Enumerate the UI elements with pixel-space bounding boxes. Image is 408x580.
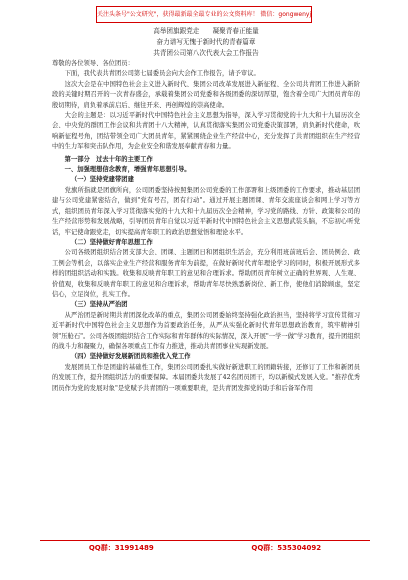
salutation: 尊敬的各位领导、各位团员： xyxy=(52,60,134,67)
subsection-heading-1: （一）坚持党建带团建 xyxy=(70,176,134,184)
contact-footer xyxy=(40,540,370,555)
subsection-heading-4: （四）坚持做好发展新团员和推优入党工作 xyxy=(70,353,191,361)
intro-paragraph-3: 大会的主题是：以习近平新时代中国特色社会主义思想为指导，深入学习贯彻党的十九大和十九届历次全会、中央党的群团工作会议和共青团十八大精神，认真贯彻落实集团公司党委决策部署，肩负新时代使命，吹响新征程号角，团结带领全司广大团员青年，紧紧围绕企业生产经营中心，充分发挥了共青团组织在生产经营中的生力军和突击队作用，为企业安全和谐发展奉献青春和力量。 xyxy=(52,112,360,151)
subsection-paragraph-2: 公司各级团组织结合团支部大会、团课、主题团日和团组织生活会，充分利用班前班后会、团员例会、政工例会等机会，以落实企业生产经营和服务青年为前提，在做好新时代青年理论学习的同时，积极开展形式多样的团组织活动和实践。收集和反映青年职工的意见和合理诉求。帮助团员青年树立正确的世界观、人生观、价值观，收集和反映青年职工的意见和合理诉求，帮助青年尽快熟悉新岗位、新工作，使他们消除顾虑，坚定信心，立足岗位，扎实工作。 xyxy=(52,249,360,298)
report-title-line-3: 共青团公司第八次代表大会工作报告 xyxy=(153,49,259,57)
subsection-paragraph-4: 发展团员工作是团建的基础性工作，集团公司团委扎实做好新进职工的团籍转接，还修订了工作和新团员的发展工作，提升团组织活力的重要保障。本届团委共发展了42名团员团干，均以新模式发展入党。"推荐优秀团员作为党的发展对象"是党赋予共青团的一项重要职责，是共青团发挥党的助手和后备军作用 xyxy=(52,363,360,392)
qq-group-2: QQ群：535304092 xyxy=(251,544,322,552)
subsection-heading-2: （二）坚持做好青年思想工作 xyxy=(70,238,153,246)
subsection-paragraph-3: 从严治团是新时期共青团深化改革的重点，集团公司团委始终坚持强化政治担当，坚持将学习宣传贯彻习近平新时代中国特色社会主义思想作为首要政治任务，从严从实强化新时代青年思想政治教育，筑牢精神引领"压舱石"。公司各级团组织结合工作实际和青年群体的实际情况，深入开展"一学一做"学习教育，提升团组织的战斗力和凝聚力，确保各项重点工作有力推进，推动共青团事业实现新发展。 xyxy=(52,311,360,350)
report-title-line-1: 高举团旗跟党走 凝聚青春正能量 xyxy=(153,27,259,35)
intro-paragraph-2: 这次大会是在中国特色社会主义进入新时代、集团公司改革发展进入新征程、全公司共青团工作进入新阶段的关键时期召开的一次青春盛会，承载着集团公司党委和各级团委的深切厚望，饱含着全司广大团员青年的殷切期待，肩负着承前启后、继往开来、再创辉煌的崇高使命。 xyxy=(52,80,360,109)
section-heading: 一、加强理想信念教育，增强青年思想引导。 xyxy=(64,166,191,174)
subsection-paragraph-1: 党旗所指就是团旗所向，公司团委坚持按照集团公司党委的工作部署和上级团委的工作要求，推动基层团建与公司党建紧密结合，做到"党有号召，团有行动"。通过开展主题团课、青年交流座谈会和网上学习等方式，组织团员青年深入学习贯彻落实党的十九大和十九届历次全会精神，学习党的路线、方针、政策和公司的生产经营形势和发展战略，引导团员青年自觉以习近平新时代中国特色社会主义思想武装头脑，不忘初心听党话，牢记使命跟党走，切实提高青年职工的政治思想觉悟和理论水平。 xyxy=(52,186,360,236)
report-document xyxy=(52,26,360,394)
promo-banner: 关注头条号"公文研究"，获得最新最全最专业的公文资料库！ 微信：gongwenyj xyxy=(96,6,312,23)
qq-group-1: QQ群：31991489 xyxy=(88,544,154,552)
part-heading: 第一部分 过去十年的主要工作 xyxy=(64,155,153,163)
intro-paragraph-1: 下面，我代表共青团公司第七届委员会向大会作工作报告，请予审议。 xyxy=(64,70,260,78)
report-title-line-2: 奋力谱写无愧于新时代的青春篇章 xyxy=(156,38,256,46)
subsection-heading-3: （三）坚持从严治团 xyxy=(70,301,128,309)
